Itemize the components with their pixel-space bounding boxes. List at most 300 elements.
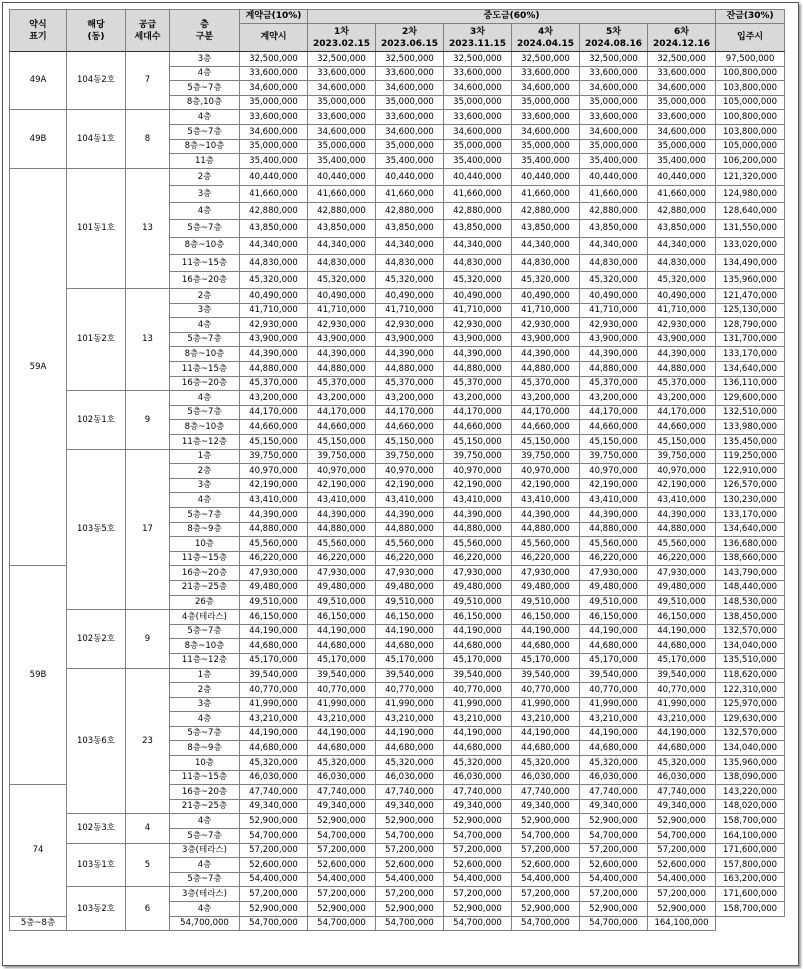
installment-cell: 32,500,000 <box>512 52 580 67</box>
installment-cell: 45,370,000 <box>580 376 648 391</box>
installment-cell: 40,770,000 <box>444 683 512 698</box>
table-row <box>10 110 785 125</box>
installment-cell: 40,490,000 <box>376 289 444 304</box>
deposit-cell: 57,200,000 <box>240 887 308 902</box>
installment-cell: 47,930,000 <box>444 566 512 581</box>
deposit-cell: 33,600,000 <box>240 66 308 81</box>
supply-cell: 8 <box>126 110 170 168</box>
deposit-cell: 43,900,000 <box>240 332 308 347</box>
installment-cell: 44,190,000 <box>376 726 444 741</box>
installment-cell: 41,710,000 <box>648 303 716 318</box>
installment-cell: 45,150,000 <box>580 435 648 450</box>
installment-cell: 35,400,000 <box>376 154 444 169</box>
balance-cell: 134,490,000 <box>716 254 785 271</box>
installment-cell: 32,500,000 <box>308 52 376 67</box>
installment-cell: 41,710,000 <box>444 303 512 318</box>
dong-cell: 103동5호 <box>67 449 126 610</box>
installment-cell: 43,900,000 <box>444 332 512 347</box>
installment-cell: 39,540,000 <box>580 668 648 683</box>
balance-cell: 128,790,000 <box>716 318 785 333</box>
installment-cell: 40,440,000 <box>308 168 376 185</box>
installment-cell: 49,480,000 <box>444 580 512 595</box>
floor-cell: 8층,10층 <box>170 95 240 110</box>
installment-cell: 39,750,000 <box>444 449 512 464</box>
installment-cell: 52,600,000 <box>648 858 716 873</box>
balance-cell: 143,220,000 <box>716 785 785 800</box>
installment-cell: 39,540,000 <box>444 668 512 683</box>
floor-cell: 3층 <box>170 185 240 202</box>
installment-cell: 45,320,000 <box>580 271 648 288</box>
installment-cell: 42,190,000 <box>512 478 580 493</box>
installment-cell: 44,680,000 <box>648 639 716 654</box>
floor-cell: 2층 <box>170 464 240 479</box>
header-floor: 층 구분 <box>170 10 240 52</box>
floor-cell: 21층~25층 <box>170 580 240 595</box>
installment-cell: 41,660,000 <box>376 185 444 202</box>
balance-cell: 124,980,000 <box>716 185 785 202</box>
installment-cell: 44,190,000 <box>444 726 512 741</box>
installment-cell: 35,000,000 <box>580 139 648 154</box>
balance-cell: 171,600,000 <box>716 887 785 902</box>
installment-cell: 44,170,000 <box>512 405 580 420</box>
installment-cell: 39,750,000 <box>580 449 648 464</box>
deposit-cell: 35,400,000 <box>240 154 308 169</box>
installment-cell: 44,830,000 <box>580 254 648 271</box>
installment-cell: 44,830,000 <box>648 254 716 271</box>
installment-cell: 43,850,000 <box>512 220 580 237</box>
installment-cell: 44,170,000 <box>580 405 648 420</box>
deposit-cell: 45,370,000 <box>240 376 308 391</box>
installment-cell: 33,600,000 <box>376 110 444 125</box>
floor-cell: 11층 <box>170 154 240 169</box>
installment-cell: 44,170,000 <box>648 405 716 420</box>
installment-cell: 44,390,000 <box>308 507 376 522</box>
installment-cell: 42,880,000 <box>580 203 648 220</box>
installment-cell: 40,970,000 <box>444 464 512 479</box>
floor-cell: 8층~10층 <box>170 139 240 154</box>
floor-cell: 3층 <box>170 52 240 67</box>
installment-cell: 43,200,000 <box>580 391 648 406</box>
type-cell: 59B <box>10 566 67 785</box>
header-installment-2: 2차 2023.06.15 <box>376 24 444 52</box>
installment-cell: 44,390,000 <box>376 507 444 522</box>
floor-cell: 5층~7층 <box>170 220 240 237</box>
balance-cell: 129,630,000 <box>716 712 785 727</box>
installment-cell: 44,680,000 <box>512 639 580 654</box>
installment-cell: 41,710,000 <box>376 303 444 318</box>
header-type: 약식 표기 <box>10 10 67 52</box>
installment-cell: 46,030,000 <box>376 770 444 785</box>
installment-cell: 54,700,000 <box>444 916 512 931</box>
installment-cell: 44,170,000 <box>376 405 444 420</box>
installment-cell: 33,600,000 <box>308 66 376 81</box>
installment-cell: 33,600,000 <box>308 110 376 125</box>
installment-cell: 40,770,000 <box>580 683 648 698</box>
balance-cell: 121,320,000 <box>716 168 785 185</box>
deposit-cell: 44,880,000 <box>240 522 308 537</box>
deposit-cell: 44,880,000 <box>240 362 308 377</box>
installment-cell: 45,560,000 <box>580 537 648 552</box>
floor-cell: 11층~12층 <box>170 435 240 450</box>
installment-cell: 44,880,000 <box>512 362 580 377</box>
balance-cell: 158,700,000 <box>716 814 785 829</box>
dong-cell: 103동2호 <box>67 887 126 931</box>
floor-cell: 2층 <box>170 289 240 304</box>
installment-cell: 54,700,000 <box>308 829 376 844</box>
installment-cell: 44,340,000 <box>512 237 580 254</box>
installment-cell: 54,400,000 <box>512 872 580 887</box>
floor-cell: 3층 <box>170 697 240 712</box>
installment-cell: 43,410,000 <box>648 493 716 508</box>
balance-cell: 164,100,000 <box>648 916 716 931</box>
installment-cell: 42,930,000 <box>376 318 444 333</box>
balance-cell: 105,000,000 <box>716 95 785 110</box>
dong-cell: 104동1호 <box>67 110 126 168</box>
installment-cell: 57,200,000 <box>512 843 580 858</box>
installment-cell: 45,370,000 <box>648 376 716 391</box>
balance-cell: 125,970,000 <box>716 697 785 712</box>
installment-cell: 40,490,000 <box>308 289 376 304</box>
deposit-cell: 41,710,000 <box>240 303 308 318</box>
installment-cell: 54,700,000 <box>240 916 308 931</box>
deposit-cell: 52,900,000 <box>240 814 308 829</box>
installment-cell: 42,190,000 <box>580 478 648 493</box>
installment-cell: 44,880,000 <box>376 362 444 377</box>
installment-cell: 44,170,000 <box>308 405 376 420</box>
balance-cell: 143,790,000 <box>716 566 785 581</box>
installment-cell: 33,600,000 <box>376 66 444 81</box>
installment-cell: 43,850,000 <box>648 220 716 237</box>
installment-cell: 44,390,000 <box>444 347 512 362</box>
installment-cell: 52,900,000 <box>308 814 376 829</box>
installment-cell: 44,880,000 <box>512 522 580 537</box>
installment-cell: 41,990,000 <box>376 697 444 712</box>
balance-cell: 136,110,000 <box>716 376 785 391</box>
installment-cell: 44,880,000 <box>444 362 512 377</box>
installment-cell: 43,210,000 <box>580 712 648 727</box>
dong-cell: 101동2호 <box>67 289 126 391</box>
installment-cell: 35,000,000 <box>648 139 716 154</box>
installment-cell: 45,320,000 <box>376 271 444 288</box>
installment-cell: 44,680,000 <box>444 639 512 654</box>
installment-cell: 43,410,000 <box>308 493 376 508</box>
installment-cell: 32,500,000 <box>580 52 648 67</box>
floor-cell: 8층~10층 <box>170 639 240 654</box>
deposit-cell: 41,660,000 <box>240 185 308 202</box>
installment-cell: 45,320,000 <box>444 756 512 771</box>
installment-cell: 54,700,000 <box>376 916 444 931</box>
installment-cell: 42,190,000 <box>648 478 716 493</box>
balance-cell: 133,170,000 <box>716 347 785 362</box>
balance-cell: 133,020,000 <box>716 237 785 254</box>
deposit-cell: 44,830,000 <box>240 254 308 271</box>
floor-cell: 5층~7층 <box>170 872 240 887</box>
balance-cell: 103,800,000 <box>716 81 785 96</box>
balance-cell: 119,250,000 <box>716 449 785 464</box>
installment-cell: 40,970,000 <box>376 464 444 479</box>
installment-cell: 32,500,000 <box>648 52 716 67</box>
installment-cell: 44,390,000 <box>376 347 444 362</box>
table-row <box>10 52 785 67</box>
installment-cell: 52,900,000 <box>580 902 648 917</box>
installment-cell: 57,200,000 <box>376 887 444 902</box>
installment-cell: 35,400,000 <box>512 154 580 169</box>
installment-cell: 44,190,000 <box>512 726 580 741</box>
installment-cell: 35,400,000 <box>444 154 512 169</box>
installment-cell: 44,190,000 <box>648 726 716 741</box>
installment-cell: 57,200,000 <box>648 887 716 902</box>
installment-cell: 40,970,000 <box>648 464 716 479</box>
installment-cell: 49,480,000 <box>376 580 444 595</box>
installment-cell: 47,740,000 <box>580 785 648 800</box>
installment-cell: 35,000,000 <box>580 95 648 110</box>
installment-cell: 46,030,000 <box>580 770 648 785</box>
installment-cell: 35,000,000 <box>444 139 512 154</box>
installment-cell: 35,000,000 <box>512 95 580 110</box>
installment-cell: 33,600,000 <box>512 110 580 125</box>
table-header <box>10 10 785 52</box>
installment-cell: 44,880,000 <box>580 362 648 377</box>
floor-cell: 4층(테라스) <box>170 610 240 625</box>
installment-cell: 44,390,000 <box>512 507 580 522</box>
balance-cell: 100,800,000 <box>716 66 785 81</box>
installment-cell: 45,560,000 <box>444 537 512 552</box>
installment-cell: 43,900,000 <box>308 332 376 347</box>
installment-cell: 34,600,000 <box>308 124 376 139</box>
installment-cell: 43,210,000 <box>648 712 716 727</box>
installment-cell: 45,170,000 <box>308 653 376 668</box>
installment-cell: 57,200,000 <box>376 843 444 858</box>
installment-cell: 34,600,000 <box>512 81 580 96</box>
balance-cell: 157,800,000 <box>716 858 785 873</box>
floor-cell: 10층 <box>170 537 240 552</box>
installment-cell: 45,170,000 <box>648 653 716 668</box>
installment-cell: 40,770,000 <box>308 683 376 698</box>
deposit-cell: 49,340,000 <box>240 799 308 814</box>
deposit-cell: 34,600,000 <box>240 81 308 96</box>
installment-cell: 43,210,000 <box>512 712 580 727</box>
floor-cell: 11층~15층 <box>170 551 240 566</box>
installment-cell: 46,150,000 <box>648 610 716 625</box>
installment-cell: 44,190,000 <box>580 624 648 639</box>
installment-cell: 45,150,000 <box>444 435 512 450</box>
installment-cell: 40,770,000 <box>648 683 716 698</box>
floor-cell: 1층 <box>170 449 240 464</box>
installment-cell: 43,200,000 <box>512 391 580 406</box>
installment-cell: 45,170,000 <box>444 653 512 668</box>
installment-cell: 41,660,000 <box>648 185 716 202</box>
installment-cell: 40,770,000 <box>512 683 580 698</box>
floor-cell: 26층 <box>170 595 240 610</box>
type-cell: 49A <box>10 52 67 110</box>
installment-cell: 44,390,000 <box>580 347 648 362</box>
header-dong: 해당 (동) <box>67 10 126 52</box>
floor-cell: 4층 <box>170 493 240 508</box>
installment-cell: 44,660,000 <box>444 420 512 435</box>
balance-cell: 158,700,000 <box>716 902 785 917</box>
balance-cell: 138,660,000 <box>716 551 785 566</box>
installment-cell: 52,600,000 <box>444 858 512 873</box>
installment-cell: 52,900,000 <box>580 814 648 829</box>
floor-cell: 3층 <box>170 303 240 318</box>
table-row <box>10 668 785 683</box>
installment-cell: 52,600,000 <box>308 858 376 873</box>
balance-cell: 171,600,000 <box>716 843 785 858</box>
floor-cell: 2층 <box>170 168 240 185</box>
floor-cell: 4층 <box>170 110 240 125</box>
installment-cell: 46,150,000 <box>308 610 376 625</box>
installment-cell: 44,830,000 <box>512 254 580 271</box>
header-deposit-group: 계약금(10%) <box>240 10 308 24</box>
installment-cell: 52,900,000 <box>376 902 444 917</box>
installment-cell: 40,970,000 <box>580 464 648 479</box>
installment-cell: 44,680,000 <box>376 639 444 654</box>
header-installment-1: 1차 2023.02.15 <box>308 24 376 52</box>
installment-cell: 39,540,000 <box>648 668 716 683</box>
installment-cell: 44,390,000 <box>648 347 716 362</box>
deposit-cell: 42,930,000 <box>240 318 308 333</box>
installment-cell: 44,390,000 <box>512 347 580 362</box>
installment-cell: 45,370,000 <box>308 376 376 391</box>
installment-cell: 39,540,000 <box>308 668 376 683</box>
installment-cell: 43,900,000 <box>376 332 444 347</box>
balance-cell: 135,960,000 <box>716 756 785 771</box>
deposit-cell: 45,320,000 <box>240 756 308 771</box>
installment-cell: 43,900,000 <box>648 332 716 347</box>
installment-cell: 44,880,000 <box>376 522 444 537</box>
installment-cell: 45,560,000 <box>512 537 580 552</box>
balance-cell: 138,090,000 <box>716 770 785 785</box>
balance-cell: 148,440,000 <box>716 580 785 595</box>
deposit-cell: 46,150,000 <box>240 610 308 625</box>
installment-cell: 45,320,000 <box>444 271 512 288</box>
balance-cell: 100,800,000 <box>716 110 785 125</box>
deposit-cell: 45,170,000 <box>240 653 308 668</box>
installment-cell: 49,510,000 <box>376 595 444 610</box>
installment-cell: 42,880,000 <box>308 203 376 220</box>
installment-cell: 49,340,000 <box>580 799 648 814</box>
floor-cell: 16층~20층 <box>170 271 240 288</box>
installment-cell: 57,200,000 <box>308 843 376 858</box>
installment-cell: 45,170,000 <box>376 653 444 668</box>
dong-cell: 102동2호 <box>67 610 126 668</box>
installment-cell: 44,880,000 <box>648 362 716 377</box>
deposit-cell: 47,930,000 <box>240 566 308 581</box>
balance-cell: 135,450,000 <box>716 435 785 450</box>
installment-cell: 39,750,000 <box>512 449 580 464</box>
table-row <box>10 449 785 464</box>
installment-cell: 46,150,000 <box>512 610 580 625</box>
installment-cell: 39,540,000 <box>376 668 444 683</box>
floor-cell: 16층~20층 <box>170 785 240 800</box>
table-row <box>10 168 785 185</box>
installment-cell: 44,190,000 <box>308 726 376 741</box>
balance-cell: 97,500,000 <box>716 52 785 67</box>
installment-cell: 54,700,000 <box>376 829 444 844</box>
installment-cell: 47,740,000 <box>308 785 376 800</box>
deposit-cell: 52,900,000 <box>240 902 308 917</box>
deposit-cell: 45,320,000 <box>240 271 308 288</box>
installment-cell: 52,900,000 <box>444 814 512 829</box>
installment-cell: 33,600,000 <box>648 66 716 81</box>
balance-cell: 132,570,000 <box>716 726 785 741</box>
installment-cell: 40,770,000 <box>376 683 444 698</box>
installment-cell: 44,190,000 <box>444 624 512 639</box>
installment-cell: 43,210,000 <box>444 712 512 727</box>
installment-cell: 32,500,000 <box>444 52 512 67</box>
installment-cell: 43,210,000 <box>376 712 444 727</box>
installment-cell: 45,320,000 <box>308 756 376 771</box>
installment-cell: 47,740,000 <box>376 785 444 800</box>
installment-cell: 40,970,000 <box>512 464 580 479</box>
installment-cell: 52,900,000 <box>308 902 376 917</box>
floor-cell: 4층 <box>170 391 240 406</box>
deposit-cell: 40,440,000 <box>240 168 308 185</box>
installment-cell: 44,340,000 <box>444 237 512 254</box>
floor-cell: 5층~7층 <box>170 81 240 96</box>
floor-cell: 8층~10층 <box>170 347 240 362</box>
floor-cell: 1층 <box>170 668 240 683</box>
installment-cell: 41,990,000 <box>308 697 376 712</box>
installment-cell: 35,000,000 <box>376 139 444 154</box>
table-row <box>10 391 785 406</box>
balance-cell: 131,700,000 <box>716 332 785 347</box>
supply-cell: 23 <box>126 668 170 814</box>
installment-cell: 44,190,000 <box>376 624 444 639</box>
deposit-cell: 40,490,000 <box>240 289 308 304</box>
installment-cell: 41,660,000 <box>580 185 648 202</box>
installment-cell: 44,680,000 <box>376 741 444 756</box>
balance-cell: 133,170,000 <box>716 507 785 522</box>
deposit-cell: 46,220,000 <box>240 551 308 566</box>
installment-cell: 43,410,000 <box>376 493 444 508</box>
installment-cell: 46,150,000 <box>444 610 512 625</box>
installment-cell: 44,680,000 <box>580 741 648 756</box>
deposit-cell: 40,970,000 <box>240 464 308 479</box>
installment-cell: 35,400,000 <box>580 154 648 169</box>
installment-cell: 42,930,000 <box>444 318 512 333</box>
deposit-cell: 45,560,000 <box>240 537 308 552</box>
installment-cell: 35,000,000 <box>444 95 512 110</box>
installment-cell: 42,930,000 <box>648 318 716 333</box>
installment-cell: 43,200,000 <box>444 391 512 406</box>
installment-cell: 33,600,000 <box>512 66 580 81</box>
deposit-cell: 44,390,000 <box>240 347 308 362</box>
installment-cell: 46,030,000 <box>308 770 376 785</box>
installment-cell: 52,600,000 <box>512 858 580 873</box>
installment-cell: 49,340,000 <box>444 799 512 814</box>
installment-cell: 34,600,000 <box>512 124 580 139</box>
installment-cell: 45,370,000 <box>512 376 580 391</box>
deposit-cell: 40,770,000 <box>240 683 308 698</box>
type-cell: 59A <box>10 168 67 566</box>
installment-cell: 41,660,000 <box>308 185 376 202</box>
installment-cell: 47,930,000 <box>512 566 580 581</box>
installment-cell: 45,370,000 <box>376 376 444 391</box>
deposit-cell: 43,200,000 <box>240 391 308 406</box>
balance-cell: 130,230,000 <box>716 493 785 508</box>
installment-cell: 54,700,000 <box>512 916 580 931</box>
installment-cell: 44,660,000 <box>308 420 376 435</box>
installment-cell: 44,390,000 <box>648 507 716 522</box>
installment-cell: 35,000,000 <box>376 95 444 110</box>
installment-cell: 35,400,000 <box>308 154 376 169</box>
installment-cell: 40,490,000 <box>580 289 648 304</box>
deposit-cell: 46,030,000 <box>240 770 308 785</box>
balance-cell: 122,910,000 <box>716 464 785 479</box>
deposit-cell: 44,190,000 <box>240 624 308 639</box>
dong-cell: 103동6호 <box>67 668 126 814</box>
